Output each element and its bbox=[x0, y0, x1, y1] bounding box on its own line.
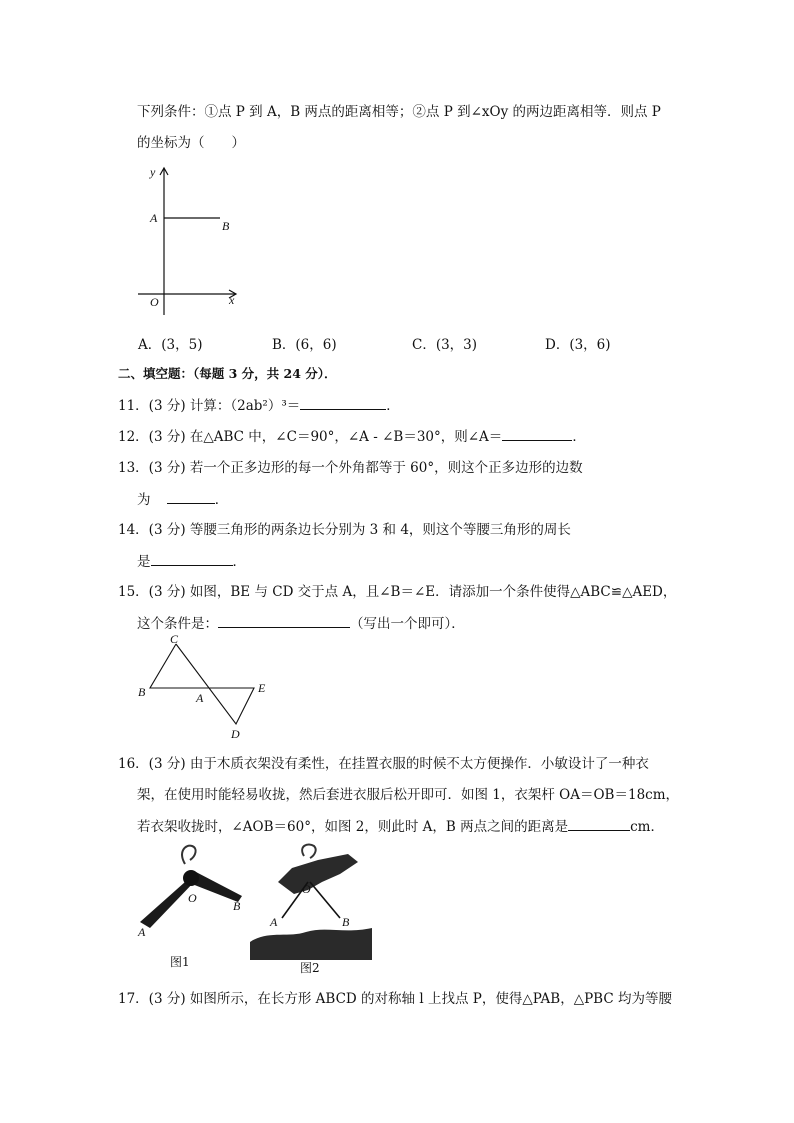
q14-line2-prefix: 是 bbox=[137, 554, 151, 570]
clothing-silhouette bbox=[250, 928, 372, 960]
hanger-hook bbox=[182, 846, 196, 864]
q14-line2-suffix: ． bbox=[232, 554, 246, 570]
q14-line2 bbox=[137, 552, 246, 571]
q14-line1: 14．(3 分) 等腰三角形的两条边长分别为 3 和 4，则这个等腰三角形的周长 bbox=[118, 522, 571, 538]
q15-answer-blank[interactable] bbox=[218, 614, 350, 628]
q16-figure1-hanger bbox=[130, 842, 250, 942]
q12-prefix: 12．(3 分) 在△ABC 中，∠C＝90°，∠A - ∠B＝30°，则∠A＝ bbox=[118, 429, 503, 445]
label-o: O bbox=[150, 295, 159, 309]
label-x: x bbox=[229, 293, 235, 307]
label-c: C bbox=[170, 632, 179, 646]
label-b: B bbox=[342, 915, 350, 929]
label-d: D bbox=[231, 727, 240, 741]
q13-answer-blank[interactable] bbox=[167, 490, 215, 504]
section2-title: 二、填空题：（每题 3 分，共 24 分）． bbox=[118, 366, 337, 381]
q15-line2-prefix: 这个条件是： bbox=[137, 616, 218, 632]
label-a: A bbox=[270, 915, 278, 929]
label-o: O bbox=[302, 882, 311, 896]
q12-line bbox=[118, 427, 586, 446]
q15-line2-suffix: （写出一个即可）． bbox=[350, 616, 465, 632]
q16-line2: 架，在使用时能轻易收拢，然后套进衣服后松开即可．如图 1，衣架杆 OA＝OB＝18cm， bbox=[137, 787, 680, 803]
q10-option-a[interactable]: A．(3，5) bbox=[138, 337, 203, 353]
q16-line3-prefix: 若衣架收拢时，∠AOB＝60°，如图 2，则此时 A，B 两点之间的距离是 bbox=[137, 819, 569, 835]
q10-text-line2: 的坐标为（ ） bbox=[137, 135, 245, 151]
label-b: B bbox=[233, 899, 241, 913]
q11-answer-blank[interactable] bbox=[300, 396, 386, 410]
label-y: y bbox=[150, 165, 156, 179]
q13-line2-prefix: 为 bbox=[137, 492, 151, 508]
q17-line1: 17．(3 分) 如图所示，在长方形 ABCD 的对称轴 l 上找点 P，使得△PAB，△PBC 均为等腰 bbox=[118, 991, 672, 1007]
q12-answer-blank[interactable] bbox=[502, 427, 572, 441]
q15-line1: 15．(3 分) 如图，BE 与 CD 交于点 A，且∠B＝∠E．请添加一个条件使得△ABC≌△AED， bbox=[118, 584, 677, 600]
label-e: E bbox=[258, 681, 266, 695]
hanger-rod-ob bbox=[310, 882, 340, 918]
q14-answer-blank[interactable] bbox=[151, 552, 233, 566]
label-a: A bbox=[138, 925, 146, 939]
label-b: B bbox=[222, 219, 230, 233]
q10-option-d[interactable]: D．(3，6) bbox=[545, 337, 611, 353]
q11-line bbox=[118, 396, 400, 415]
hanger-pivot bbox=[183, 870, 199, 886]
label-a: A bbox=[150, 211, 158, 225]
q16-line1: 16．(3 分) 由于木质衣架没有柔性，在挂置衣服的时候不太方便操作．小敏设计了一种衣 bbox=[118, 756, 649, 772]
q11-prefix: 11．(3 分) 计算：（2ab²）³＝ bbox=[118, 398, 301, 414]
q13-line2-suffix: ． bbox=[214, 492, 229, 508]
q10-text-line1: 下列条件：①点 P 到 A，B 两点的距离相等；②点 P 到∠xOy 的两边距离相等．则点 P bbox=[137, 104, 661, 120]
q10-option-c[interactable]: C．(3，3) bbox=[412, 337, 478, 353]
label-b: B bbox=[138, 685, 146, 699]
label-a: A bbox=[196, 691, 204, 705]
q10-coordinate-figure bbox=[130, 160, 250, 320]
q15-line2 bbox=[137, 614, 465, 633]
hanger-hook bbox=[302, 844, 316, 858]
q16-figure2-hanger-folded bbox=[248, 842, 378, 960]
q16-answer-blank[interactable] bbox=[568, 817, 630, 831]
q16-figure2-caption: 图2 bbox=[300, 961, 320, 975]
q16-line3-suffix: cm． bbox=[630, 819, 664, 835]
label-o: O bbox=[188, 891, 197, 905]
q16-figure1-caption: 图1 bbox=[170, 955, 190, 969]
q10-option-b[interactable]: B．(6，6) bbox=[272, 337, 337, 353]
bowtie-triangles bbox=[150, 644, 254, 724]
q13-line2 bbox=[137, 490, 228, 509]
q13-line1: 13．(3 分) 若一个正多边形的每一个外角都等于 60°，则这个正多边形的边数 bbox=[118, 460, 583, 476]
q11-suffix: ． bbox=[386, 398, 400, 414]
q16-line3 bbox=[137, 817, 664, 836]
q12-suffix: ． bbox=[572, 429, 586, 445]
q15-triangle-figure bbox=[130, 632, 280, 742]
hand-silhouette bbox=[278, 854, 358, 894]
